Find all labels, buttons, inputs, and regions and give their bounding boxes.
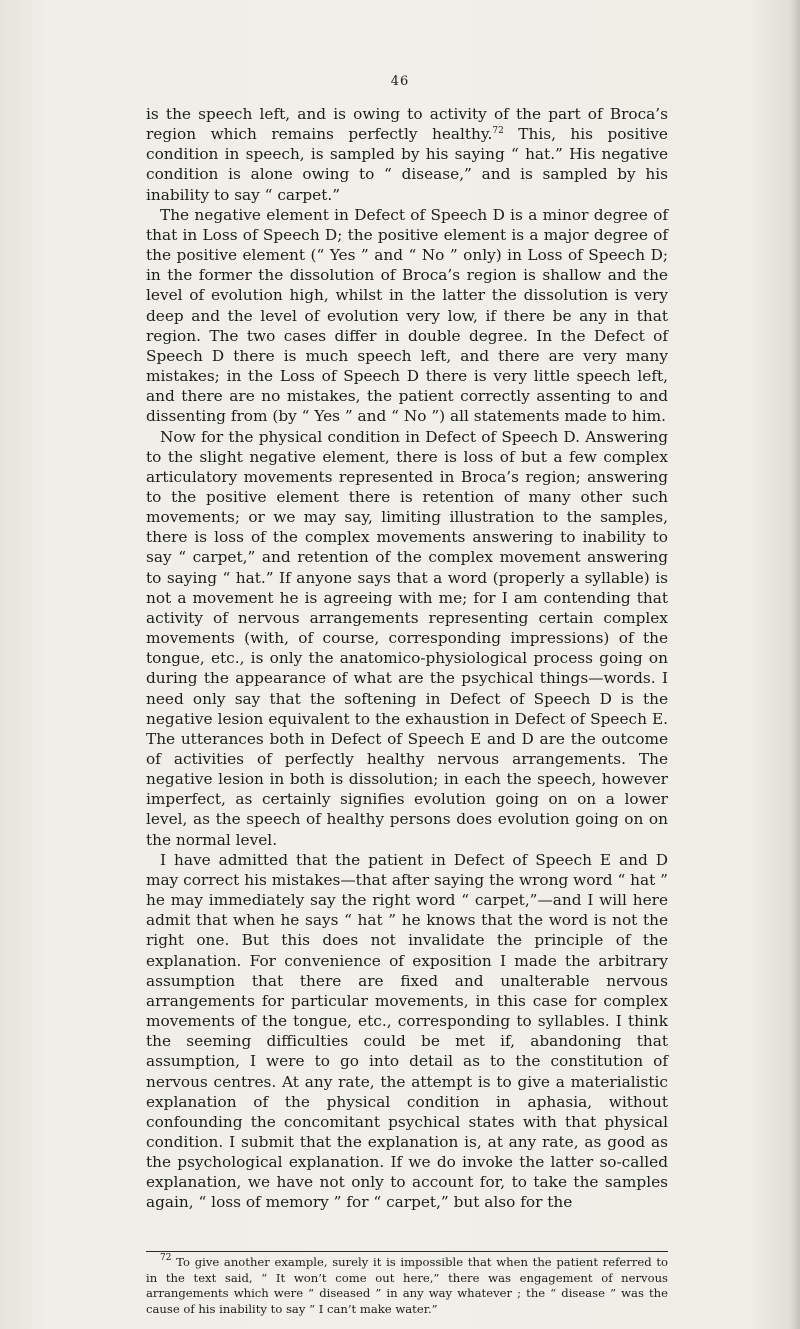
paragraph-3: Now for the physical condition in Defect of Speech D. Answering to the slight negative element, there is loss of but a few complex articulatory movements represented in Broca’s region; answering to the positive element there is retention of many other such movements; or we may say, limiting illustration to the samples, there is loss of the complex movements answering to inability to say “ carpet,” and retention of the complex movement answering to saying “ hat.” If anyone says that a word (properly a syllable) is not a movement he is agreeing with me; for I am contending that activity of nervous arrangements representing certain complex movements (with, of course, corresponding impressions) of the tongue, etc., is only the anatomico-physiological process going on during the appearance of what are the psychical things—words. I need only say that the softening in Defect of Speech D is the negative lesion equivalent to the exhaustion in Defect of Speech E. The utterances both in Defect of Speech E and D are the outcome of activities of perfectly healthy nervous arrangements. The negative lesion in both is dissolution; in each the speech, however imperfect, as certainly signifies evolution going on on a lower level, as the speech of healthy persons does evolution going on on the normal level. — [146, 427, 668, 849]
paragraph-1 — [146, 104, 668, 205]
body-text — [146, 104, 668, 1213]
footnote-ref-72: 72 — [492, 126, 504, 137]
footnote-72 — [146, 1255, 668, 1317]
paragraph-4: I have admitted that the patient in Defect of Speech E and D may correct his mistakes—that after saying the wrong word “ hat ” he may immediately say the right word “ carpet,”—and I will here admit that when he says “ hat ” he knows that the word is not the right one. But this does not invalidate the principle of the explanation. For convenience of exposition I made the arbitrary assumption that there are fixed and unalterable nervous arrangements for particular movements, in this case for complex movements of the tongue, etc., corresponding to syllables. I think the seeming difficulties could be met if, abandoning that assumption, I were to go into detail as to the constitution of nervous centres. At any rate, the attempt is to give a materialistic explanation of the physical condition in aphasia, without confounding the concomitant psychical states with that physical condition. I submit that the explanation is, at any rate, as good as the psychological explanation. If we do invoke the latter so-called explanation, we have not only to account for, to take the samples again, “ loss of memory ” for “ carpet,” but also for the — [146, 850, 668, 1212]
page-number: 46 — [390, 74, 410, 89]
footnote-divider — [146, 1251, 668, 1252]
footnote — [146, 1255, 668, 1317]
paragraph-2: The negative element in Defect of Speech D is a minor degree of that in Loss of Speech D; the positive element is a major degree of the positive element (“ Yes ” and “ No ” only) in Loss of Speech D; in the former the dissolution of Broca’s region is shallow and the level of evolution high, whilst in the latter the dissolution is very deep and the level of evolution very low, if there be any in that region. The two cases differ in double degree. In the Defect of Speech D there is much speech left, and there are very many mistakes; in the Loss of Speech D there is very little speech left, and there are no mistakes, the patient correctly assenting to and dissenting from (by “ Yes ” and “ No ”) all statements made to him. — [146, 205, 668, 426]
page-edge-shadow — [790, 0, 800, 1329]
footnote-text: To give another example, surely it is impossible that when the patient referred to in the text said, “ It won’t come out here,” there was engagement of nervous arrangements which were “ diseased ” in any way whatever ; the “ disease ” was the cause of his inability to say “ I can’t make water.” — [146, 1255, 669, 1316]
paragraph-1-continuation: This, his positive condition in speech, is sampled by his saying “ hat.” His negative condition is alone owing to “ disease,” and is sampled by his inability to say “ carpet.” — [146, 125, 668, 204]
footnote-marker: 72 — [160, 1253, 172, 1263]
paragraph-1-text: is the speech left, and is owing to activity of the part of Broca’s region which remains perfectly healthy. — [146, 105, 668, 144]
